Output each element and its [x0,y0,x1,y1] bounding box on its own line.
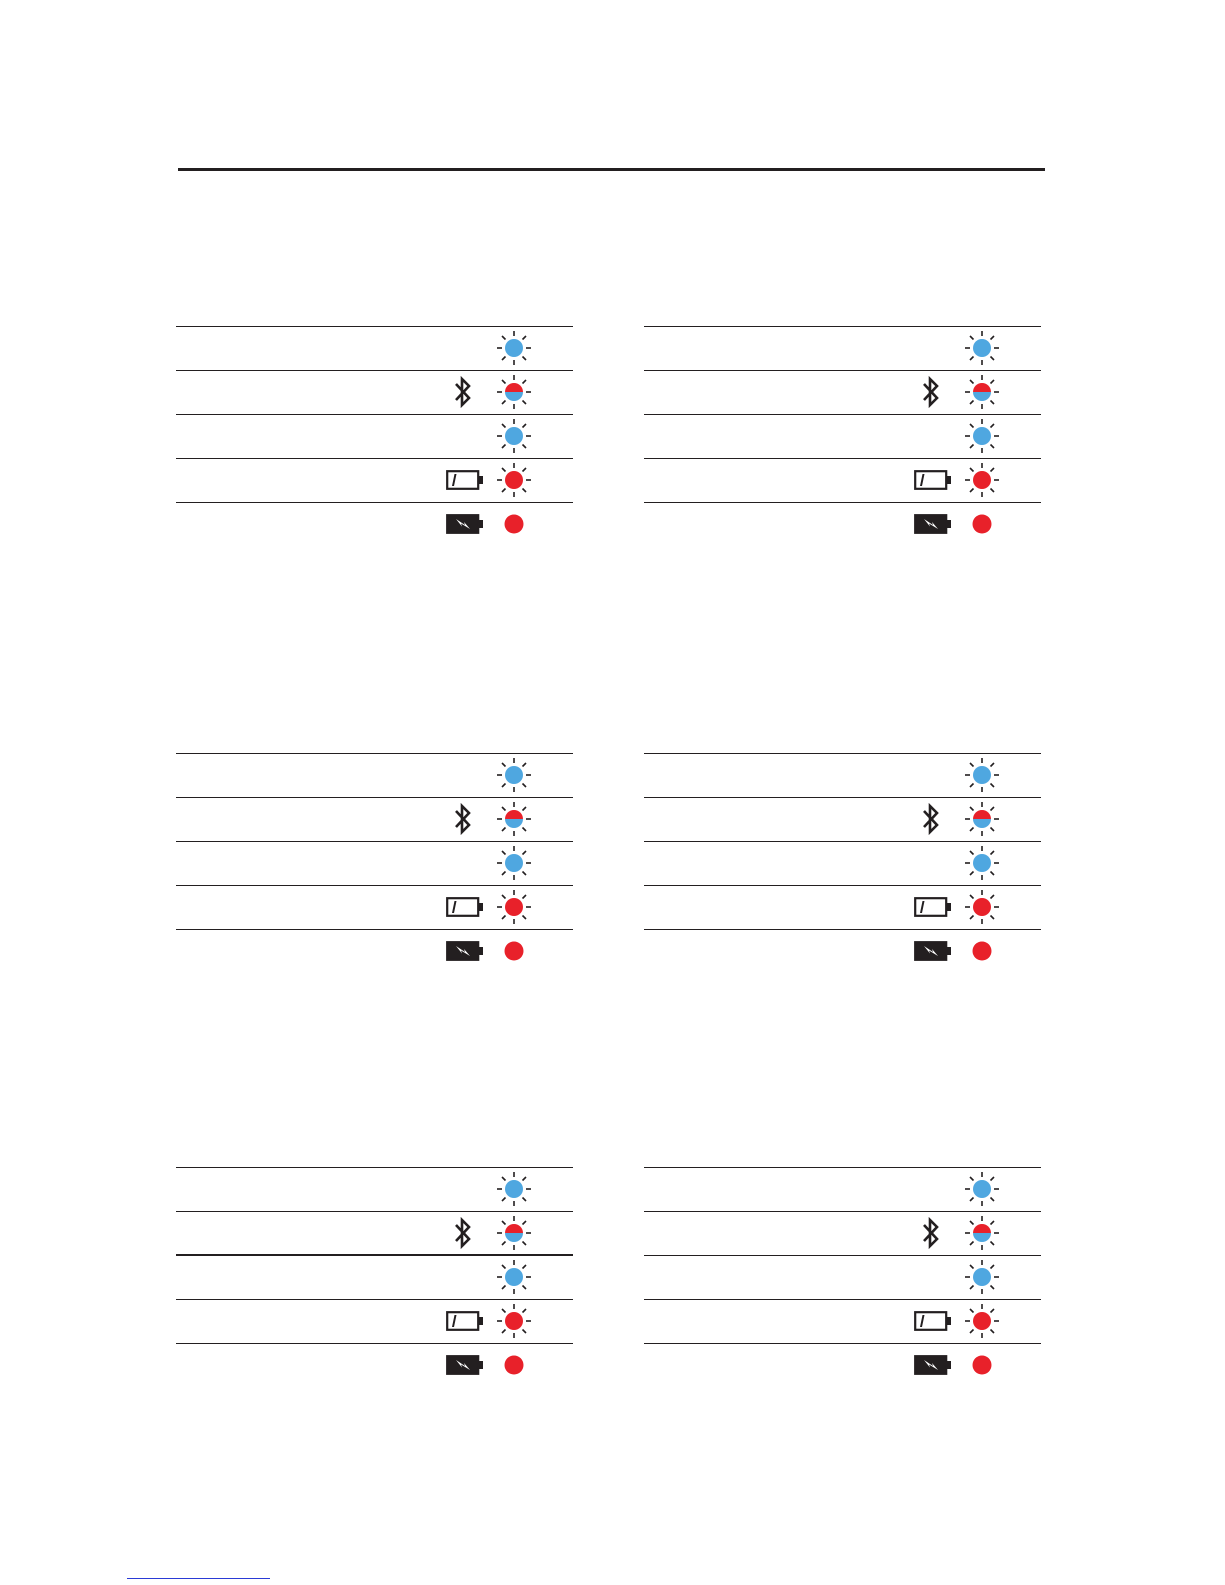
led-blue-flashing-icon [496,1259,532,1295]
panel-6 [644,1167,1041,1387]
status-row [176,1343,573,1387]
status-row [176,502,573,546]
battery-charging-icon [914,514,952,534]
led-blue-flashing-icon [964,845,1000,881]
status-row [644,326,1041,370]
led-blue-flashing-icon [496,1171,532,1207]
led-red-blue-flashing-icon [964,801,1000,837]
status-row [176,458,573,502]
status-row [644,753,1041,797]
panel-5 [176,1167,573,1387]
row-divider [176,1167,573,1168]
led-blue-flashing-icon [496,418,532,454]
section-rule [178,168,1045,171]
status-row [176,885,573,929]
status-row [644,1255,1041,1299]
status-row [176,1255,573,1299]
row-divider [176,885,573,886]
row-divider [176,753,573,754]
battery-charging-icon [446,514,484,534]
status-row [644,1343,1041,1387]
row-divider [644,414,1041,415]
status-row [176,753,573,797]
led-red-solid-icon [972,514,992,534]
row-divider [176,929,573,930]
battery-low-icon [914,897,952,917]
battery-charging-icon [914,941,952,961]
row-divider [644,885,1041,886]
row-divider [644,797,1041,798]
battery-charging-icon [914,1355,952,1375]
led-red-solid-icon [504,941,524,961]
status-row [176,929,573,973]
status-row [644,1167,1041,1211]
led-red-blue-flashing-icon [964,374,1000,410]
bluetooth-icon [451,1216,475,1250]
row-divider [644,1343,1041,1344]
row-divider [176,1254,573,1256]
status-row [644,1299,1041,1343]
led-red-blue-flashing-icon [496,374,532,410]
status-row [644,797,1041,841]
battery-low-icon [446,470,484,490]
bluetooth-icon [919,802,943,836]
led-red-flashing-icon [964,889,1000,925]
bluetooth-icon [919,1216,943,1250]
panel-3 [176,753,573,973]
row-divider [644,458,1041,459]
status-row [176,1167,573,1211]
row-divider [644,929,1041,930]
led-red-solid-icon [504,1355,524,1375]
led-blue-flashing-icon [496,757,532,793]
battery-low-icon [446,1311,484,1331]
row-divider [176,1343,573,1344]
led-red-blue-flashing-icon [964,1215,1000,1251]
status-row [176,414,573,458]
led-red-flashing-icon [496,462,532,498]
row-divider [176,797,573,798]
panel-2 [644,326,1041,546]
row-divider [176,841,573,842]
row-divider [644,370,1041,371]
led-blue-flashing-icon [964,757,1000,793]
bluetooth-icon [451,802,475,836]
led-red-flashing-icon [496,1303,532,1339]
battery-low-icon [914,470,952,490]
led-red-blue-flashing-icon [496,1215,532,1251]
row-divider [176,326,573,327]
row-divider [644,326,1041,327]
status-row [644,458,1041,502]
panel-1 [176,326,573,546]
led-red-blue-flashing-icon [496,801,532,837]
panel-4 [644,753,1041,973]
row-divider [644,1299,1041,1300]
led-red-solid-icon [972,941,992,961]
status-row [644,841,1041,885]
row-divider [644,1211,1041,1212]
row-divider [176,458,573,459]
led-blue-flashing-icon [964,1259,1000,1295]
row-divider [644,502,1041,503]
led-blue-flashing-icon [964,418,1000,454]
battery-low-icon [914,1311,952,1331]
footer-link-underline [127,1578,270,1579]
battery-charging-icon [446,941,484,961]
status-row [644,1211,1041,1255]
row-divider [176,502,573,503]
status-row [176,797,573,841]
battery-low-icon [446,897,484,917]
row-divider [644,841,1041,842]
status-row [176,1299,573,1343]
led-blue-flashing-icon [964,330,1000,366]
row-divider [176,1211,573,1212]
status-row [644,502,1041,546]
row-divider [176,370,573,371]
bluetooth-icon [919,375,943,409]
led-red-flashing-icon [496,889,532,925]
status-row [644,929,1041,973]
status-row [176,326,573,370]
status-row [644,885,1041,929]
led-red-solid-icon [504,514,524,534]
row-divider [644,1167,1041,1168]
bluetooth-icon [451,375,475,409]
led-red-flashing-icon [964,462,1000,498]
led-blue-flashing-icon [964,1171,1000,1207]
status-row [176,1211,573,1255]
led-blue-flashing-icon [496,330,532,366]
row-divider [176,414,573,415]
row-divider [644,1255,1041,1256]
led-blue-flashing-icon [496,845,532,881]
row-divider [644,753,1041,754]
status-row [176,370,573,414]
battery-charging-icon [446,1355,484,1375]
led-red-solid-icon [972,1355,992,1375]
status-row [644,414,1041,458]
row-divider [176,1299,573,1300]
status-row [176,841,573,885]
status-row [644,370,1041,414]
led-red-flashing-icon [964,1303,1000,1339]
